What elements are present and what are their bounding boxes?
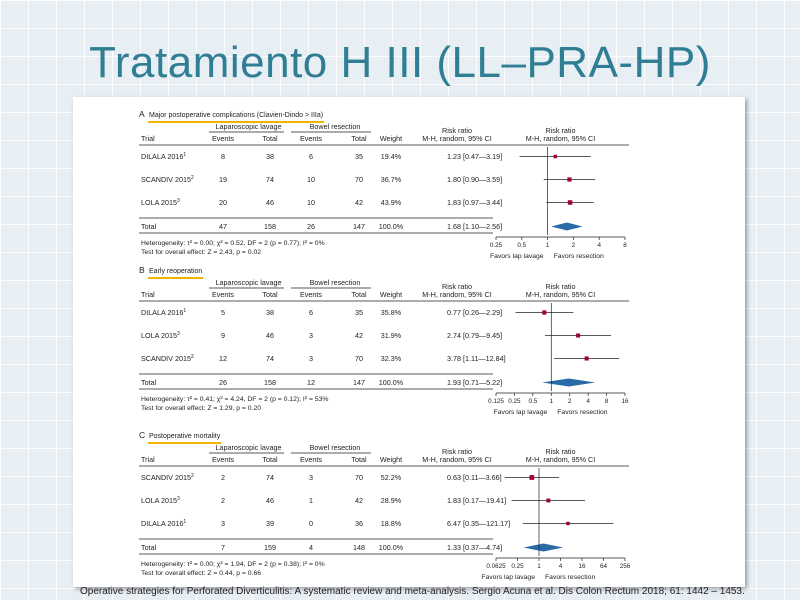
risk-ratio-title: Risk ratio	[545, 282, 576, 291]
risk-ratio-ci: 6.47 [0.35—121.17]	[447, 519, 511, 528]
point-estimate-marker	[529, 475, 534, 480]
total-lap-lavage-events: 26	[219, 378, 227, 387]
trial-reference: 2	[190, 175, 194, 181]
lap-lavage-total: 74	[266, 175, 274, 184]
risk-ratio-method: M-H, random, 95% CI	[422, 134, 492, 143]
point-estimate-marker	[546, 499, 550, 503]
study-weight: 52.2%	[380, 473, 402, 482]
col-trial: Trial	[141, 455, 155, 464]
lap-lavage-total: 38	[266, 308, 274, 317]
col-weight: Weight	[379, 290, 403, 299]
bowel-resection-events: 10	[307, 198, 315, 207]
favors-right-label: Favors resection	[553, 253, 604, 260]
lap-lavage-total: 46	[266, 331, 274, 340]
total-bowel-resection-events: 4	[309, 543, 313, 552]
forest-plot-svg	[73, 97, 745, 587]
col-events: Events	[300, 290, 322, 299]
group-header-bowel-resection: Bowel resection	[309, 122, 361, 131]
x-axis-tick-label: 1	[537, 563, 541, 570]
group-header-lap-lavage: Laparoscopic lavage	[215, 278, 282, 287]
study-weight: 28.9%	[380, 496, 402, 505]
lap-lavage-total: 38	[266, 152, 274, 161]
overall-effect-test: Test for overall effect: Z = 0.44, p = 0.66	[141, 570, 262, 577]
trial-reference: 3	[176, 496, 180, 502]
lap-lavage-total: 74	[266, 473, 274, 482]
trial-name: DILALA 2016$^1$	[141, 152, 187, 161]
point-estimate-marker	[567, 177, 571, 181]
trial-reference: 1	[183, 152, 187, 158]
col-events: Events	[212, 134, 234, 143]
point-estimate-marker	[566, 522, 569, 525]
bowel-resection-total: 36	[355, 519, 363, 528]
trial-name: SCANDIV 2015$^2$	[141, 175, 194, 184]
x-axis-tick-label: 4	[558, 563, 563, 570]
x-axis-tick-label: 0.5	[517, 242, 527, 249]
panel-title: Major postoperative complications (Clavien-Dindo > IIIa)	[149, 112, 324, 119]
total-lap-lavage-total: 159	[264, 543, 276, 552]
col-total: Total	[351, 455, 367, 464]
x-axis-tick-label: 4	[597, 242, 601, 249]
col-total: Total	[351, 134, 367, 143]
total-lap-lavage-events: 47	[219, 222, 227, 231]
x-axis-tick-label: 2	[567, 398, 572, 405]
study-weight: 18.8%	[380, 519, 402, 528]
x-axis-tick-label: 0.0625	[486, 563, 506, 570]
citation-footer: Operative strategies for Perforated Diverticulitis: A systematic review and meta-analysis. Sergio Acuna et al. Dis Colon Rectum 2018; 61: 1442 – 1453.	[80, 586, 745, 597]
trial-name: LOLA 2015$^3$	[141, 331, 180, 340]
lap-lavage-total: 74	[266, 354, 274, 363]
risk-ratio-method: M-H, random, 95% CI	[422, 290, 492, 299]
total-lap-lavage-events: 7	[221, 543, 225, 552]
trial-reference: 1	[183, 308, 187, 314]
col-weight: Weight	[379, 134, 403, 143]
lap-lavage-events: 8	[221, 152, 225, 161]
total-bowel-resection-events: 12	[307, 378, 315, 387]
x-axis-tick-label: 8	[623, 242, 627, 249]
heterogeneity-stats: Heterogeneity: τ² = 0.41; χ² = 4.24, DF = 2 (p = 0.12); I² = 53%	[141, 396, 329, 403]
heterogeneity-stats: Heterogeneity: τ² = 0.00; χ² = 0.52, DF = 2 (p = 0.77); I² = 0%	[141, 240, 325, 247]
risk-ratio-ci: 0.77 [0.26—2.29]	[447, 308, 503, 317]
bowel-resection-total: 42	[355, 496, 363, 505]
col-trial: Trial	[141, 290, 155, 299]
bowel-resection-events: 3	[309, 331, 313, 340]
bowel-resection-events: 3	[309, 473, 313, 482]
risk-ratio-method: M-H, random, 95% CI	[525, 290, 596, 299]
panel-letter: A	[139, 109, 145, 119]
panel-title: Postoperative mortality	[149, 433, 221, 440]
bowel-resection-total: 70	[355, 354, 363, 363]
x-axis-tick-label: 2	[571, 242, 576, 249]
trial-name: LOLA 2015$^3$	[141, 198, 180, 207]
bowel-resection-total: 42	[355, 198, 363, 207]
bowel-resection-events: 10	[307, 175, 315, 184]
risk-ratio-method: M-H, random, 95% CI	[525, 455, 596, 464]
forest-plot-figure	[73, 97, 745, 587]
pooled-estimate-diamond	[551, 223, 582, 231]
total-risk-ratio-ci: 1.68 [1.10—2.56]	[447, 222, 503, 231]
panel-title-underline	[148, 277, 203, 279]
pooled-estimate-diamond	[542, 379, 595, 387]
lap-lavage-events: 5	[221, 308, 225, 317]
x-axis-tick-label: 256	[619, 563, 631, 570]
total-label: Total	[141, 543, 157, 552]
bowel-resection-events: 1	[309, 496, 313, 505]
lap-lavage-events: 3	[221, 519, 225, 528]
study-weight: 35.8%	[380, 308, 402, 317]
col-events: Events	[212, 290, 234, 299]
col-total: Total	[351, 290, 367, 299]
trial-name: SCANDIV 2015$^2$	[141, 354, 194, 363]
risk-ratio-ci: 1.23 [0.47—3.19]	[447, 152, 503, 161]
lap-lavage-events: 12	[219, 354, 227, 363]
lap-lavage-total: 46	[266, 496, 274, 505]
trial-reference: 3	[176, 331, 180, 337]
total-risk-ratio-ci: 1.33 [0.37—4.74]	[447, 543, 503, 552]
bowel-resection-total: 70	[355, 175, 363, 184]
study-weight: 43.9%	[380, 198, 402, 207]
group-header-bowel-resection: Bowel resection	[309, 278, 361, 287]
risk-ratio-title: Risk ratio	[442, 282, 472, 291]
x-axis-tick-label: 16	[621, 398, 629, 405]
favors-left-label: Favors lap lavage	[489, 253, 544, 260]
favors-left-label: Favors lap lavage	[481, 574, 535, 581]
trial-reference: 2	[190, 354, 194, 360]
trial-reference: 1	[183, 519, 187, 525]
heterogeneity-stats: Heterogeneity: τ² = 0.00; χ² = 1.94, DF = 2 (p = 0.38); I² = 0%	[141, 561, 325, 568]
total-bowel-resection-total: 147	[353, 222, 365, 231]
slide-title: Tratamiento H III (LL–PRA-HP)	[89, 38, 711, 87]
lap-lavage-total: 46	[266, 198, 274, 207]
x-axis-tick-label: 0.25	[511, 563, 524, 570]
trial-reference: 2	[190, 473, 194, 479]
lap-lavage-events: 19	[219, 175, 227, 184]
bowel-resection-total: 70	[355, 473, 363, 482]
x-axis-tick-label: 0.25	[489, 242, 503, 249]
risk-ratio-ci: 1.83 [0.97—3.44]	[447, 198, 503, 207]
total-weight: 100.0%	[378, 378, 404, 387]
risk-ratio-ci: 0.63 [0.11—3.66]	[447, 473, 502, 482]
col-events: Events	[300, 455, 322, 464]
x-axis-tick-label: 0.125	[488, 398, 504, 405]
x-axis-tick-label: 16	[578, 563, 586, 570]
total-lap-lavage-total: 158	[264, 378, 276, 387]
risk-ratio-title: Risk ratio	[545, 447, 576, 456]
point-estimate-marker	[542, 310, 546, 314]
risk-ratio-ci: 1.83 [0.17—19.41]	[447, 496, 507, 505]
pooled-estimate-diamond	[524, 544, 564, 552]
panel-letter: C	[139, 430, 146, 440]
study-weight: 19.4%	[380, 152, 402, 161]
risk-ratio-ci: 2.74 [0.79—9.45]	[447, 331, 503, 340]
lap-lavage-events: 9	[221, 331, 225, 340]
bowel-resection-events: 0	[309, 519, 313, 528]
col-total: Total	[262, 455, 278, 464]
x-axis-tick-label: 64	[599, 563, 608, 570]
risk-ratio-ci: 1.80 [0.90—3.59]	[447, 175, 503, 184]
study-weight: 32.3%	[380, 354, 402, 363]
trial-name: DILALA 2016$^1$	[141, 308, 187, 317]
bowel-resection-events: 6	[309, 152, 313, 161]
lap-lavage-events: 2	[221, 473, 225, 482]
col-total: Total	[262, 134, 278, 143]
point-estimate-marker	[554, 155, 557, 158]
total-risk-ratio-ci: 1.93 [0.71—5.22]	[447, 378, 503, 387]
risk-ratio-title: Risk ratio	[545, 126, 576, 135]
total-weight: 100.0%	[378, 222, 404, 231]
favors-left-label: Favors lap lavage	[493, 409, 548, 416]
bowel-resection-total: 42	[355, 331, 363, 340]
x-axis-tick-label: 1	[549, 398, 554, 405]
overall-effect-test: Test for overall effect: Z = 1.29, p = 0.20	[141, 405, 262, 412]
col-total: Total	[262, 290, 278, 299]
trial-name: LOLA 2015$^3$	[141, 496, 180, 505]
total-label: Total	[141, 378, 157, 387]
total-weight: 100.0%	[378, 543, 404, 552]
risk-ratio-title: Risk ratio	[442, 126, 472, 135]
group-header-bowel-resection: Bowel resection	[309, 443, 361, 452]
total-label: Total	[141, 222, 157, 231]
x-axis-tick-label: 0.5	[528, 398, 538, 405]
point-estimate-marker	[585, 356, 589, 360]
overall-effect-test: Test for overall effect: Z = 2.43, p = 0.02	[141, 249, 262, 256]
panel-title-underline	[148, 442, 221, 444]
trial-name: DILALA 2016$^1$	[141, 519, 187, 528]
panel-letter: B	[139, 265, 145, 275]
x-axis-tick-label: 1	[545, 242, 550, 249]
total-bowel-resection-total: 147	[353, 378, 365, 387]
col-weight: Weight	[379, 455, 403, 464]
x-axis-tick-label: 8	[604, 398, 609, 405]
group-header-lap-lavage: Laparoscopic lavage	[215, 443, 282, 452]
trial-name: SCANDIV 2015$^2$	[141, 473, 194, 482]
point-estimate-marker	[576, 333, 580, 337]
risk-ratio-title: Risk ratio	[442, 447, 472, 456]
lap-lavage-total: 39	[266, 519, 274, 528]
bowel-resection-total: 35	[355, 152, 363, 161]
total-lap-lavage-total: 158	[264, 222, 276, 231]
total-bowel-resection-total: 148	[353, 543, 365, 552]
point-estimate-marker	[568, 200, 572, 204]
risk-ratio-method: M-H, random, 95% CI	[422, 455, 492, 464]
bowel-resection-events: 3	[309, 354, 313, 363]
group-header-lap-lavage: Laparoscopic lavage	[215, 122, 282, 131]
lap-lavage-events: 20	[219, 198, 227, 207]
favors-right-label: Favors resection	[557, 409, 608, 416]
total-bowel-resection-events: 26	[307, 222, 315, 231]
panel-title: Early reoperation	[149, 268, 203, 275]
study-weight: 36.7%	[380, 175, 402, 184]
favors-right-label: Favors resection	[545, 574, 596, 581]
risk-ratio-ci: 3.78 [1.11—12.84]	[447, 354, 506, 363]
trial-reference: 3	[176, 198, 180, 204]
lap-lavage-events: 2	[221, 496, 225, 505]
col-trial: Trial	[141, 134, 155, 143]
risk-ratio-method: M-H, random, 95% CI	[525, 134, 596, 143]
bowel-resection-total: 35	[355, 308, 363, 317]
study-weight: 31.9%	[380, 331, 402, 340]
bowel-resection-events: 6	[309, 308, 313, 317]
x-axis-tick-label: 0.25	[508, 398, 521, 405]
col-events: Events	[212, 455, 234, 464]
col-events: Events	[300, 134, 322, 143]
x-axis-tick-label: 4	[586, 398, 590, 405]
